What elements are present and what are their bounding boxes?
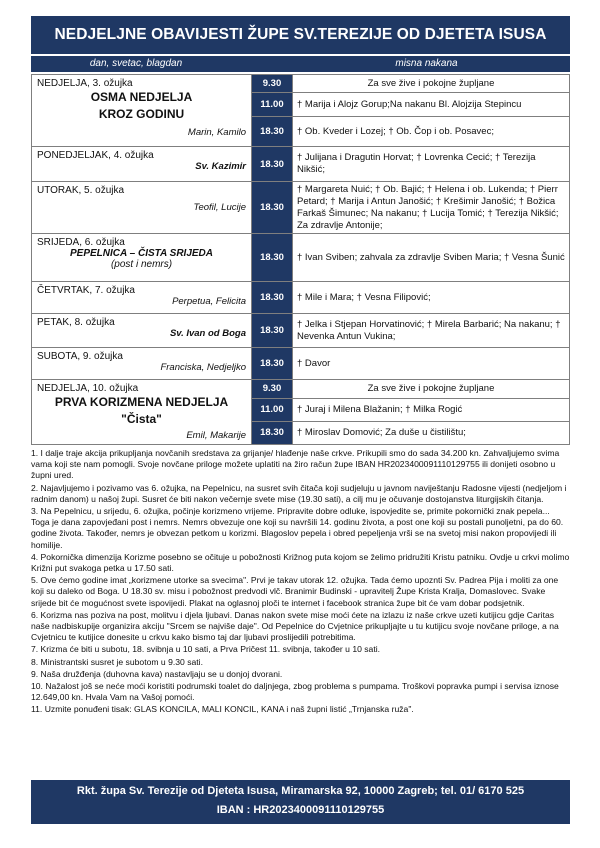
table-row	[32, 282, 570, 314]
day-saint: Perpetua, Felicita	[172, 296, 246, 307]
day-date: PETAK, 8. ožujka	[37, 317, 115, 328]
mass-schedule-table	[31, 74, 570, 445]
announcement-item: 1. I dalje traje akcija prikupljanja novčanih sredstava za grijanje/ hlađenje naše crkve. Prikupili smo do sada 34.200 kn. Zahvaljujemo svima vama koji ste nam pomogli. Svoje novčane priloge možete uplatiti na žiro račun župe IBAN HR2023400091110129755 ili donijeti osobno u župni ured.	[31, 448, 560, 481]
day-cell	[32, 282, 252, 314]
table-row	[32, 75, 570, 93]
page-title: NEDJELJNE OBAVIJESTI ŽUPE SV.TEREZIJE OD DJETETA ISUSA	[31, 16, 570, 54]
day-date: UTORAK, 5. ožujka	[37, 185, 125, 196]
mass-intention: † Ivan Sviben; zahvala za zdravlje Sviben Maria; † Vesna Šunić	[293, 234, 570, 282]
day-feast: PEPELNICA – ČISTA SRIJEDA	[70, 248, 213, 259]
mass-time: 18.30	[252, 234, 293, 282]
footer-iban: IBAN : HR2023400091110129755	[216, 804, 385, 816]
day-saint: Sv. Ivan od Boga	[169, 328, 246, 339]
day-date: ČETVRTAK, 7. ožujka	[37, 285, 135, 296]
table-row	[32, 182, 570, 234]
day-cell	[32, 147, 252, 182]
announcement-item: 9. Naša družđenja (duhovna kava) nastavljaju se u donjoj dvorani.	[31, 668, 283, 679]
mass-time: 9.30	[252, 75, 293, 93]
column-header-intention: misna nakana	[395, 58, 458, 69]
mass-intention: Za sve žive i pokojne župljane	[293, 380, 570, 399]
mass-intention: † Marija i Alojz Gorup;Na nakanu Bl. Alojzija Stepincu	[293, 93, 570, 117]
announcement-item: 5. Ove ćemo godine imat „korizmene utorke sa svecima". Prvi je takav utorak 12. ožujka. Tada ćemo upoznti Sv. Padrea Pija i moliti za one koji su daleko od Boga. U 18.30 sv. misu i pobožnost predvodi vlč. Branimir Budinski - upravitelj Župe Krista Kralja, Domaslovec. Svake srijede bit će mogućnost svete ispovijedi. Plakat na oglasnoj ploči te internet i facebook stranica župe bit će vam dobar podsjetnik.	[31, 575, 559, 608]
announcement-item: 7. Krizma će biti u subotu, 18. svibnja u 10 sati, a Prva Pričest 11. svibnja, također u 10 sati.	[31, 644, 381, 655]
mass-time: 18.30	[252, 147, 293, 182]
day-feast: PRVA KORIZMENA NEDJELJA	[54, 395, 229, 409]
announcement-item: 2. Najavljujemo i pozivamo vas 6. ožujka, na Pepelnicu, na susret svih čitača koji sudjeluju u javnom naviještanju Radosne vijesti (nedjeljom i radnim danom) u našoj župi. Susret će biti nakon večernje svete mise (19.30 sati), a cilj mu je očuvanje dostojanstva liturgijskih čitanja.	[31, 482, 567, 504]
mass-time: 18.30	[252, 282, 293, 314]
day-feast: OSMA NEDJELJA	[90, 90, 193, 104]
mass-time: 18.30	[252, 314, 293, 348]
day-saint: Sv. Kazimir	[195, 161, 246, 172]
day-feast: "Čista"	[121, 412, 162, 426]
announcement-item: 4. Pokornička dimenzija Korizme posebno se očituje u pobožnosti Križnog puta kojom se želimo pridružiti Kristu patniku. Ovdje u crkvi molimo Križni put svakoga petka u 17.50 sati.	[31, 551, 570, 574]
announcement-item: 10. Nažalost još se neće moći koristiti podrumski toalet do daljnjega, zbog problema s pumpama. Troškovi popravka pumpi i servisa iznose 12.649,00 kn. Hvala Vam na Vašoj pomoći.	[31, 681, 559, 703]
mass-intention: † Jelka i Stjepan Horvatinović; † Mirela Barbarić; Na nakanu; † Nevenka Antun Vukina;	[293, 314, 570, 348]
announcement-item: 11. Uzmite ponuđeni tisak: GLAS KONCILA, MALI KONCIL, KANA i naš župni listić „Trnjanska ruža".	[31, 704, 414, 715]
day-feast-note: (post i nemrs)	[110, 259, 173, 270]
column-header-day: dan, svetac, blagdan	[89, 58, 183, 69]
day-saint: Teofil, Lucije	[193, 202, 246, 213]
mass-time: 18.30	[252, 348, 293, 380]
table-row	[32, 380, 570, 399]
day-cell	[32, 314, 252, 348]
table-row	[32, 147, 570, 182]
mass-intention: † Julijana i Dragutin Horvat; † Lovrenka Cecić; † Terezija Nikšić;	[293, 147, 570, 182]
day-cell	[32, 234, 252, 282]
day-date: SRIJEDA, 6. ožujka	[37, 237, 125, 248]
day-cell	[32, 182, 252, 234]
table-row	[32, 348, 570, 380]
table-row	[32, 314, 570, 348]
mass-intention: † Margareta Nuić; † Ob. Bajić; † Helena i ob. Lukenda; † Pierr Petard; † Marija i Antun Janošić; † Krešimir Janošić; † Božica Farkaš Šimunec; Na nakanu; † Lucija Tomić; † Terezija Nikšić; Za zdravlje Antonije;	[293, 182, 570, 234]
day-date: SUBOTA, 9. ožujka	[37, 351, 123, 362]
mass-intention: † Davor	[293, 348, 570, 380]
mass-intention: † Ob. Kveder i Lozej; † Ob. Čop i ob. Posavec;	[293, 117, 570, 147]
bulletin-sheet	[31, 16, 570, 717]
mass-time: 11.00	[252, 398, 293, 421]
footer-address: Rkt. župa Sv. Terezije od Djeteta Isusa, Miramarska 92, 10000 Zagreb; tel. 01/ 6170 525	[76, 785, 525, 797]
mass-time: 18.30	[252, 182, 293, 234]
day-date: NEDJELJA, 10. ožujka	[37, 383, 139, 394]
contact-footer	[31, 780, 570, 824]
mass-time: 18.30	[252, 117, 293, 147]
day-cell	[32, 380, 252, 445]
day-cell	[32, 348, 252, 380]
day-cell	[32, 75, 252, 147]
day-feast: KROZ GODINU	[98, 107, 185, 121]
mass-time: 9.30	[252, 380, 293, 399]
day-saint: Emil, Makarije	[186, 430, 246, 441]
mass-intention: † Miroslav Domović; Za duše u čistilištu;	[293, 421, 570, 444]
table-row	[32, 234, 570, 282]
announcement-item: 6. Korizma nas poziva na post, molitvu i djela ljubavi. Danas nakon svete mise moći ćete na izlazu iz naše crkve uzeti kutijicu gdje Caritas naše nadbiskupije organizira akciju "Srcem se najviše daje". Od Pepelnice do Cvjetnice prikupljajte u tu kutijicu svoje novčane priloge, a na Cvjetnicu te kutijice donesite u crkvu kako bismo taj dar ljubavi proslijedili potrebitima.	[31, 609, 559, 643]
day-date: NEDJELJA, 3. ožujka	[37, 78, 133, 89]
announcements-list	[31, 448, 570, 716]
day-saint: Marin, Kamilo	[187, 127, 246, 138]
column-header	[31, 56, 570, 72]
day-saint: Franciska, Nedjeljko	[160, 362, 246, 373]
mass-time: 18.30	[252, 421, 293, 444]
mass-intention: † Juraj i Milena Blažanin; † Milka Rogić	[293, 398, 570, 421]
day-date: PONEDJELJAK, 4. ožujka	[37, 150, 154, 161]
mass-intention: Za sve žive i pokojne župljane	[293, 75, 570, 93]
mass-intention: † Mile i Mara; † Vesna Filipović;	[293, 282, 570, 314]
announcement-item: 8. Ministrantski susret je subotom u 9.30 sati.	[31, 656, 203, 667]
mass-time: 11.00	[252, 93, 293, 117]
announcement-item: 3. Na Pepelnicu, u srijedu, 6. ožujka, počinje korizmeno vrijeme. Pripravite dobre odluke, ispovjedite se, primite pokornički znak pepela... Toga je dana zapovjeđani post i nemrs. Nemrs obvezuje one koji su navršili 14. godinu života, a post one koji su postali punoljetni, pa do 60. godine života. Također, nemrs je obvezan petkom u korizmi. Blagoslov pepela i obred pepeljenja vrši se na svetoj misi nakon propovijedi ili homilije.	[31, 506, 564, 550]
